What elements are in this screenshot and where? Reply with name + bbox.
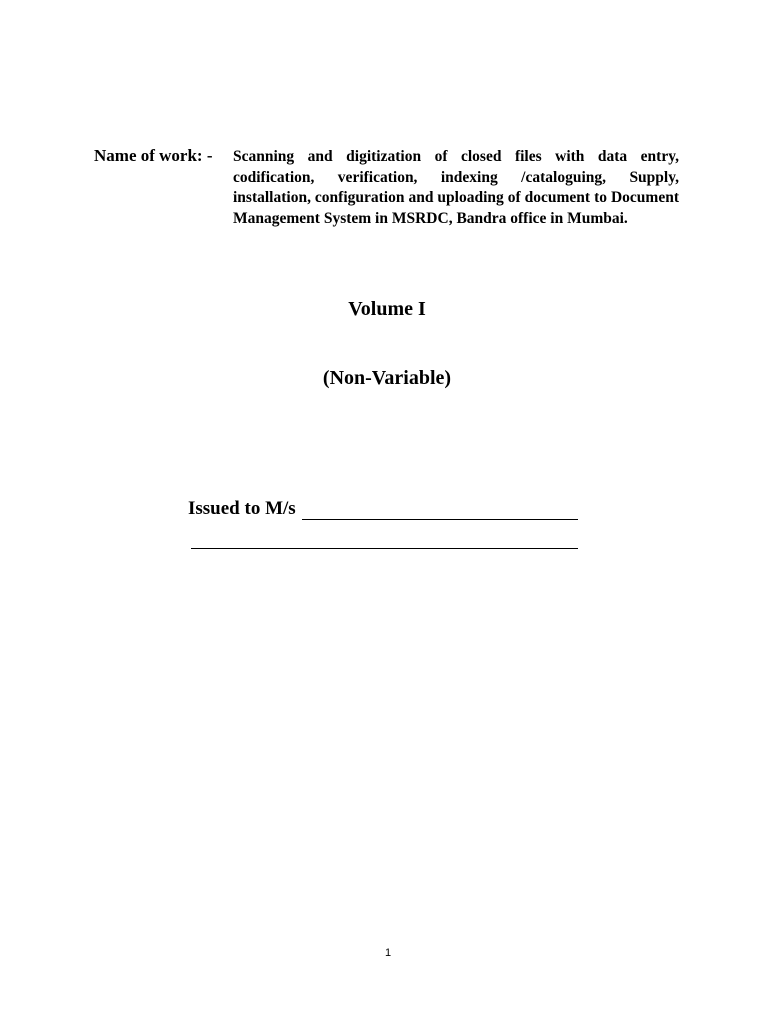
issued-to-blank-line	[302, 505, 578, 520]
issued-to-label: Issued to M/s	[188, 498, 296, 519]
volume-subtitle: (Non-Variable)	[322, 367, 452, 389]
issued-to-second-blank-line	[191, 536, 578, 549]
work-desc-line: Scanning and digitization of closed files with data entry,	[233, 148, 679, 165]
work-desc-line: installation, configuration and uploading of document to	[233, 189, 607, 206]
name-of-work-label: Name of work: -	[94, 146, 213, 165]
work-desc-line: codification, verification, indexing /cataloguing, Supply,	[233, 168, 679, 186]
work-desc-line: Document Management System in MSRDC, Bandra office in	[233, 189, 679, 227]
volume-title: Volume I	[348, 298, 426, 320]
page-number: 1	[384, 947, 392, 959]
name-of-work-description	[233, 147, 679, 229]
work-desc-line: Mumbai.	[567, 209, 628, 227]
issued-to-row	[188, 498, 578, 520]
